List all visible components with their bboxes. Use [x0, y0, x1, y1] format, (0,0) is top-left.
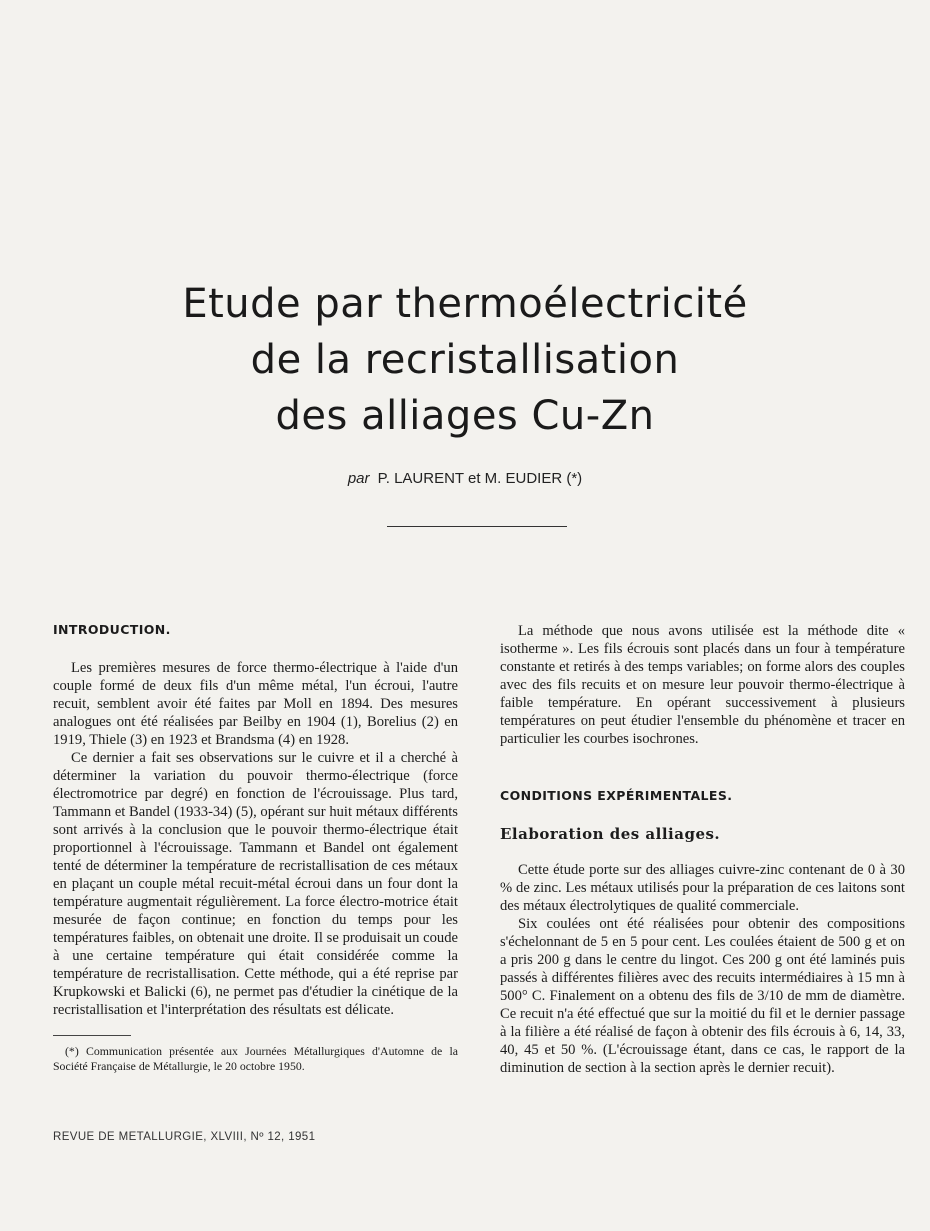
elaboration-paragraph-1: Cette étude porte sur des alliages cuivre-zinc contenant de 0 à 30 % de zinc. Les métaux utilisés pour la préparation de ces laitons sont des métaux électrolytiques de qualité commerciale.: [500, 862, 905, 914]
right-column: [500, 622, 905, 1077]
elaboration-paragraph-2: Six coulées ont été réalisées pour obtenir des compositions s'échelonnant de 5 en 5 pour cent. Les coulées étaient de 500 g et on a pris 200 g dans le centre du lingot. Ces 200 g ont été laminés puis passés à différentes filières avec des recuits intermédiaires à 15 mn à 500° C. Finalement on a obtenu des fils de 3/10 de mm de diamètre. Ce recuit n'a été effectué que sur la moitié du fil et le dernier passage à la filière a été réalisé de façon à obtenir des fils écrouis à 6, 14, 33, 40, 45 et 50 %. (L'écrouissage étant, dans ce cas, le rapport de la diminution de section à la section après le dernier recuit).: [500, 916, 905, 1076]
footnote: (*) Communication présentée aux Journées Métallurgiques d'Automne de la Société Française de Métallurgie, le 20 octobre 1950.: [53, 1044, 458, 1073]
authors-by: par: [347, 470, 370, 487]
intro-paragraph-2: Ce dernier a fait ses observations sur le cuivre et il a cherché à déterminer la variation du pouvoir thermo-électrique (force électromotrice par degré) en fonction de l'écrouissage. Plus tard, Tammann et Bandel (1933-34) (5), opérant sur huit métaux différents sont arrivés à la conclusion que le pouvoir thermo-électrique était proportionnel à l'écrouissage. Tammann et Bandel ont également tenté de déterminer la température de recristallisation de ces métaux en plaçant un couple métal recuit-métal écroui dans un four dont la température augmentait régulièrement. La force électro-motrice était mesurée de façon continue; en fonction du temps pour les températures faibles, on obtenait une droite. Il se produisait un coude à une certaine température qui était considérée comme la température de recristallisation. Cette méthode, qui a été reprise par Krupkowski et Balicki (6), ne permet pas d'étudier la cinétique de la recristallisation et l'interprétation des résultats est délicate.: [53, 750, 458, 1018]
intro-paragraph-1: Les premières mesures de force thermo-électrique à l'aide d'un couple formé de deux fils d'un même métal, l'un écroui, l'autre recuit, semblent avoir été faites par Moll en 1894. Des mesures analogues ont été réalisées par Beilby en 1904 (1), Borelius (2) en 1919, Thiele (3) en 1923 et Brandsma (4) en 1928.: [53, 660, 458, 748]
authors-line: [0, 470, 930, 487]
introduction-heading: INTRODUCTION.: [53, 622, 171, 637]
journal-reference: REVUE DE METALLURGIE, XLVIII, Nº 12, 1951: [53, 1131, 316, 1143]
title-line-1: Etude par thermoélectricité: [182, 281, 748, 327]
authors-names: P. LAURENT et M. EUDIER (*): [377, 470, 583, 487]
elaboration-subheading: Elaboration des alliages.: [500, 825, 721, 843]
title-line-2: de la recristallisation: [250, 337, 680, 383]
article-title: [0, 276, 930, 444]
conditions-heading: CONDITIONS EXPÉRIMENTALES.: [500, 788, 733, 803]
title-divider: [387, 526, 567, 527]
method-paragraph: La méthode que nous avons utilisée est la méthode dite « isotherme ». Les fils écrouis sont placés dans un four à température constante et retirés à des temps variables; on forme alors des couples avec des fils recuits et on mesure leur pouvoir thermo-électrique à faible température. En opérant successivement à plusieurs températures on peut étudier l'ensemble du phénomène et tracer en particulier les courbes isochrones.: [500, 623, 905, 747]
title-line-3: des alliages Cu-Zn: [275, 393, 655, 439]
left-column: [53, 622, 458, 1074]
